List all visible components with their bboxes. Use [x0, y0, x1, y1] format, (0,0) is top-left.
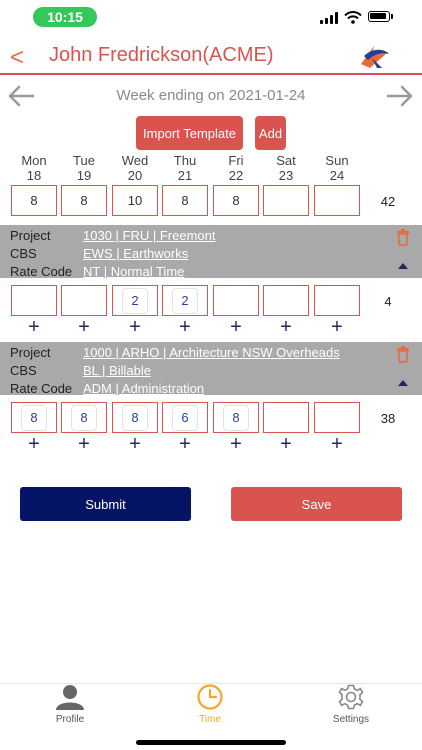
tab-profile-label: Profile	[55, 714, 85, 725]
entry-1-hours-wed[interactable]: 2	[112, 285, 158, 316]
add-note-button-fri[interactable]: +	[230, 433, 242, 455]
summary-hours-mon: 8	[11, 185, 57, 216]
day-header-tue: Tue 19	[73, 153, 95, 183]
entry-2-hours-sun[interactable]	[314, 402, 360, 433]
add-note-button-wed[interactable]: +	[129, 433, 141, 455]
entry-1-project-label: Project	[10, 228, 51, 243]
summary-hours-sun	[314, 185, 360, 216]
entry-2-hours-wed[interactable]: 8	[112, 402, 158, 433]
entry-2-hours-mon[interactable]: 8	[11, 402, 57, 433]
add-note-button-sat[interactable]: +	[280, 316, 292, 338]
tab-settings[interactable]	[311, 684, 391, 725]
entry-2-rate-label: Rate Code	[10, 381, 73, 396]
save-button[interactable]: Save	[231, 487, 402, 521]
add-note-button-mon[interactable]: +	[28, 433, 40, 455]
clock-icon	[193, 684, 227, 710]
entry-1-hours-sat[interactable]	[263, 285, 309, 316]
import-template-button[interactable]: Import Template	[136, 116, 243, 150]
add-note-button-tue[interactable]: +	[78, 316, 90, 338]
entry-1-hours-mon[interactable]	[11, 285, 57, 316]
cellular-signal-icon	[320, 12, 338, 24]
submit-button[interactable]: Submit	[20, 487, 191, 521]
tab-profile[interactable]	[30, 684, 110, 725]
entry-2-total: 38	[380, 411, 396, 426]
entry-1-rate-link[interactable]: NT | Normal Time	[83, 264, 185, 279]
day-header-sun: Sun 24	[325, 153, 349, 183]
entry-1-hours-sun[interactable]	[314, 285, 360, 316]
day-header-thu: Thu 21	[173, 153, 197, 183]
add-note-button-sun[interactable]: +	[331, 316, 343, 338]
profile-icon	[53, 684, 87, 710]
entry-1-rate-label: Rate Code	[10, 264, 73, 279]
add-note-button-thu[interactable]: +	[179, 433, 191, 455]
add-button[interactable]: Add	[255, 116, 286, 150]
tab-time[interactable]	[170, 684, 250, 725]
add-note-button-sat[interactable]: +	[280, 433, 292, 455]
day-header-mon: Mon 18	[21, 153, 47, 183]
battery-tip	[391, 14, 393, 19]
company-logo	[358, 42, 392, 70]
day-header-fri: Fri 22	[228, 153, 244, 183]
entry-2-hours-sat[interactable]	[263, 402, 309, 433]
entry-1-total: 4	[384, 294, 392, 309]
summary-total: 42	[380, 194, 396, 209]
day-header-wed: Wed 20	[121, 153, 149, 183]
entry-2-cbs-link[interactable]: BL | Billable	[83, 363, 151, 378]
add-note-button-fri[interactable]: +	[230, 316, 242, 338]
battery-icon	[368, 11, 390, 22]
collapse-icon[interactable]	[397, 262, 409, 270]
collapse-icon[interactable]	[397, 379, 409, 387]
trash-icon[interactable]	[396, 229, 410, 246]
entry-2-hours-thu[interactable]: 6	[162, 402, 208, 433]
entry-1-project-link[interactable]: 1030 | FRU | Freemont	[83, 228, 216, 243]
tab-settings-label: Settings	[332, 714, 370, 725]
entry-2-hours-tue[interactable]: 8	[61, 402, 107, 433]
entry-1-cbs-link[interactable]: EWS | Earthworks	[83, 246, 189, 261]
trash-icon[interactable]	[396, 346, 410, 363]
summary-hours-fri: 8	[213, 185, 259, 216]
next-week-arrow-icon[interactable]	[386, 84, 414, 108]
add-note-button-tue[interactable]: +	[78, 433, 90, 455]
gear-icon	[334, 684, 368, 710]
page-title: John Fredrickson(ACME)	[49, 44, 274, 66]
add-note-button-wed[interactable]: +	[129, 316, 141, 338]
summary-hours-thu: 8	[162, 185, 208, 216]
back-button[interactable]: <	[10, 44, 25, 71]
entry-2-hours-fri[interactable]: 8	[213, 402, 259, 433]
add-note-button-thu[interactable]: +	[179, 316, 191, 338]
day-header-sat: Sat 23	[276, 153, 296, 183]
entry-2-rate-link[interactable]: ADM | Administration	[83, 381, 205, 396]
tab-time-label: Time	[199, 714, 221, 725]
add-note-button-mon[interactable]: +	[28, 316, 40, 338]
status-time: 10:15	[33, 7, 97, 27]
add-note-button-sun[interactable]: +	[331, 433, 343, 455]
entry-2-project-label: Project	[10, 345, 51, 360]
entry-1-hours-thu[interactable]: 2	[162, 285, 208, 316]
header-divider	[0, 73, 422, 75]
entry-1-hours-tue[interactable]	[61, 285, 107, 316]
entry-2-project-link[interactable]: 1000 | ARHO | Architecture NSW Overheads	[83, 345, 340, 360]
week-ending-label: Week ending on 2021-01-24	[116, 87, 306, 104]
summary-hours-wed: 10	[112, 185, 158, 216]
home-indicator	[136, 740, 286, 745]
entry-1-hours-fri[interactable]	[213, 285, 259, 316]
summary-hours-sat	[263, 185, 309, 216]
summary-hours-tue: 8	[61, 185, 107, 216]
entry-2-cbs-label: CBS	[10, 363, 37, 378]
entry-1-cbs-label: CBS	[10, 246, 37, 261]
wifi-icon	[344, 11, 362, 24]
